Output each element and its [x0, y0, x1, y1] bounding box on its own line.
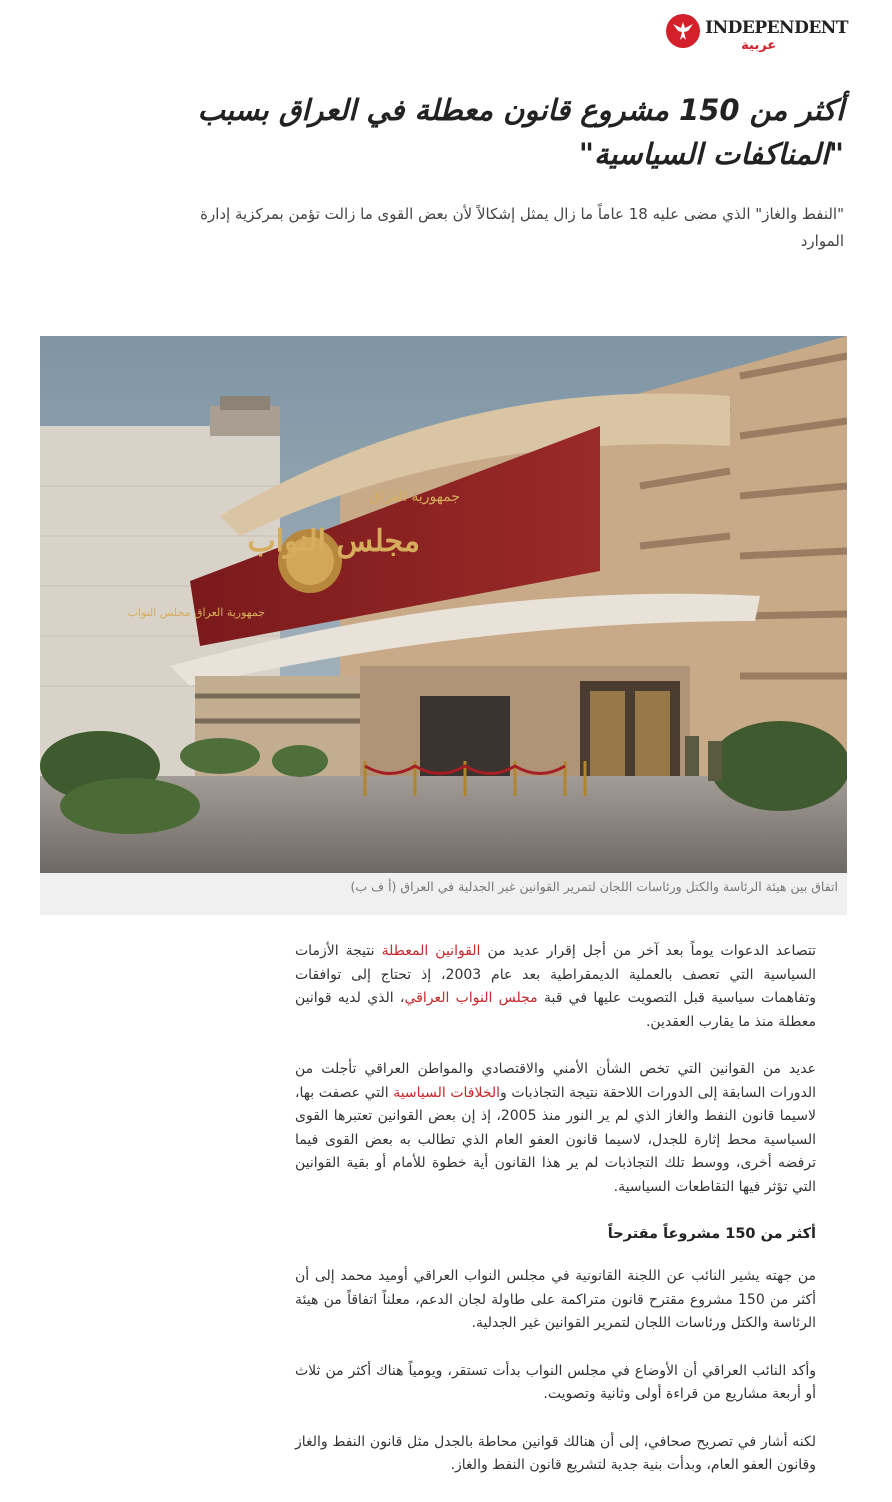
- section-heading: أكثر من 150 مشروعاً مقترحاً: [607, 1226, 816, 1242]
- sign-main-text: مجلس النواب: [247, 524, 420, 559]
- paragraph-4: وأكد النائب العراقي أن الأوضاع في مجلس النواب بدأت تستقر، ويومياً هناك أكثر من ثلاث أو أربعة مشاريع من قراءة أولى وثانية وتصويت.: [295, 1362, 816, 1402]
- paragraph-2: [295, 1058, 816, 1199]
- paragraph-3: من جهته يشير النائب عن اللجنة القانونية في مجلس النواب العراقي أوميد محمد إلى أن أكثر من 150 مشروع مقترح قانون متراكمة على طاولة لجان الدعم، معلناً اتفاقاً من هيئة الرئاسة والكتل ورئاسات اللجان لتمرير القوانين غير الجدلية.: [295, 1268, 817, 1331]
- image-caption: اتفاق بين هيئة الرئاسة والكتل ورئاسات اللجان لتمرير القوانين غير الجدلية في العراق (أ ف ب): [350, 879, 838, 894]
- site-logo[interactable]: [666, 12, 848, 54]
- eagle-icon: [666, 14, 700, 48]
- link-iraqi-parliament[interactable]: مجلس النواب العراقي: [404, 990, 538, 1006]
- paragraph-1-text-c: ، الذي لديه قوانين معطلة منذ ما يقارب العقدين.: [295, 990, 816, 1030]
- article-hero-image: [40, 336, 847, 873]
- image-caption-bar: [40, 873, 847, 915]
- sign-left-text: جمهورية العراق مجلس النواب: [127, 606, 265, 619]
- paragraph-5: لكنه أشار في تصريح صحافي، إلى أن هنالك قوانين محاطة بالجدل مثل قانون النفط والغاز وقانون العفو العام، وبدأت بنية جدية لتشريع قانون النفط والغاز.: [295, 1433, 816, 1473]
- paragraph-1: [295, 940, 816, 1034]
- sign-top-text: جمهورية العراق: [369, 489, 460, 505]
- article-subtitle: "النفط والغاز" الذي مضى عليه 18 عاماً ما زال يمثل إشكالاً لأن بعض القوى ما زالت تؤمن بمركزية إدارة الموارد: [200, 205, 844, 250]
- logo-wordmark: INDEPENDENT: [705, 18, 848, 38]
- paragraph-1-text-b: نتيجة الأزمات السياسية التي تعصف بالعملية الديمقراطية بعد عام 2003، إذ تحتاج إلى توافقات وتفاهمات سياسية قبل التصويت عليها في قبة: [295, 943, 817, 1006]
- logo-arabic-wordmark: عربية: [741, 38, 777, 53]
- paragraph-1-text-a: تتصاعد الدعوات يوماً بعد آخر من أجل إقرار عديد من: [480, 943, 817, 959]
- link-political-disputes[interactable]: الخلافات السياسية: [393, 1084, 501, 1101]
- article-body: [295, 940, 816, 1502]
- link-stalled-laws[interactable]: القوانين المعطلة: [381, 943, 481, 959]
- logo-text: [705, 12, 848, 54]
- article-title: أكثر من 150 مشروع قانون معطلة في العراق بسبب "المناكفات السياسية": [197, 93, 844, 171]
- paragraph-2-text-a: عديد من القوانين التي تخص الشأن الأمني والاقتصادي والمواطن العراقي تأجلت من الدورات السابقة إلى الدورات اللاحقة نتيجة التجاذبات و: [295, 1061, 817, 1101]
- paragraph-2-text-b: التي عصفت بها، لاسيما قانون النفط والغاز الذي لم ير النور منذ 2005، إذ إن بعض القوانين تعتبرها القوى السياسية محط إثارة للجدل، لاسيما قانون العفو العام الذي تطالب به بعض القوى فيما ترفضه أخرى، ووسط تلك التجاذبات لم ير هذا القانون أية خطوة للأمام أو بقية القوانين التي تؤثر فيها التقاطعات السياسية.: [295, 1084, 816, 1195]
